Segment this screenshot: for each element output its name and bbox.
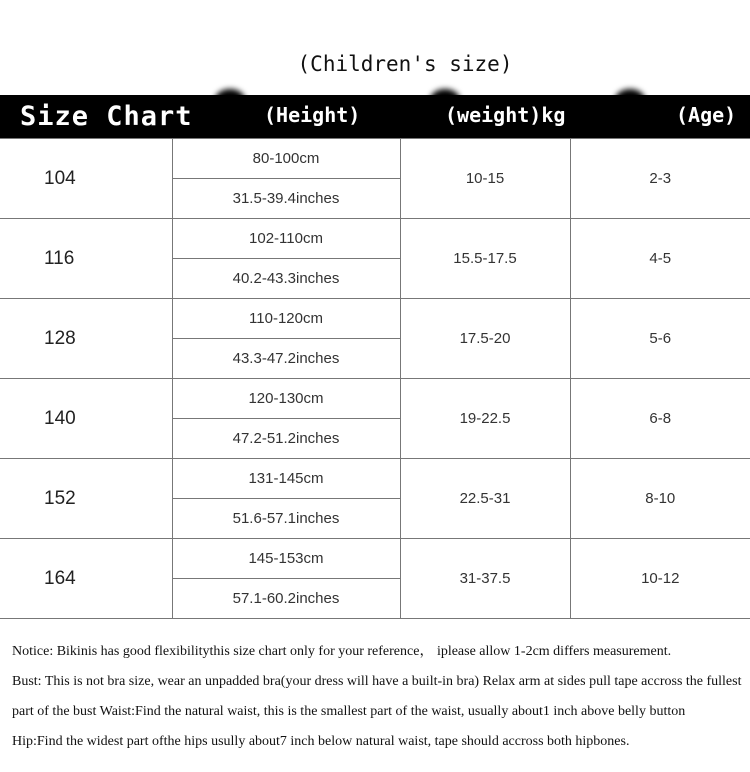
height-inches-cell: 43.3-47.2inches [172,339,400,379]
smudge-mark [615,89,645,111]
height-inches-cell: 31.5-39.4inches [172,179,400,219]
height-cm-cell: 102-110cm [172,219,400,259]
table-row [0,379,750,419]
table-row [0,539,750,579]
height-cm-cell: 110-120cm [172,299,400,339]
bust-note-text: Bust: This is not bra size, wear an unpadded bra(your dress will have a built-in bra) Relax arm at sides pull tape accross the fullest [12,674,742,689]
height-inches-cell: 51.6-57.1inches [172,499,400,539]
age-cell: 6-8 [570,379,750,459]
height-cm-cell: 131-145cm [172,459,400,499]
weight-cell: 31-37.5 [400,539,570,619]
age-cell: 2-3 [570,139,750,219]
size-chart-table [0,138,750,619]
smudge-mark [215,89,245,111]
size-chart-title: Size Chart [20,101,193,132]
height-cm-cell: 120-130cm [172,379,400,419]
chart-subtitle: (Children's size) [297,52,513,76]
weight-cell: 22.5-31 [400,459,570,539]
table-row [0,459,750,499]
size-cell: 152 [0,459,172,539]
waist-note-text: part of the bust Waist:Find the natural waist, this is the smallest part of the waist, usually about1 inch above belly button [12,704,686,719]
weight-cell: 19-22.5 [400,379,570,459]
table-row [0,219,750,259]
age-cell: 4-5 [570,219,750,299]
table-row [0,139,750,179]
weight-cell: 17.5-20 [400,299,570,379]
notice-text: Notice: Bikinis has good flexibilitythis size chart only for your reference， iplease allow 1-2cm differs measurement. [12,644,672,659]
height-cm-cell: 145-153cm [172,539,400,579]
height-column-header: (Height) [264,103,361,127]
size-cell: 140 [0,379,172,459]
weight-cell: 15.5-17.5 [400,219,570,299]
height-cm-cell: 80-100cm [172,139,400,179]
age-cell: 8-10 [570,459,750,539]
size-cell: 164 [0,539,172,619]
height-inches-cell: 57.1-60.2inches [172,579,400,619]
age-cell: 10-12 [570,539,750,619]
table-row [0,299,750,339]
size-cell: 104 [0,139,172,219]
age-cell: 5-6 [570,299,750,379]
hip-note-text: Hip:Find the widest part ofthe hips usully about7 inch below natural waist, tape should accross both hipbones. [12,734,630,749]
size-cell: 128 [0,299,172,379]
size-chart-header [0,95,750,138]
size-cell: 116 [0,219,172,299]
height-inches-cell: 40.2-43.3inches [172,259,400,299]
weight-cell: 10-15 [400,139,570,219]
weight-column-header: (weight)kg [445,103,566,127]
age-column-header: (Age) [676,103,737,127]
height-inches-cell: 47.2-51.2inches [172,419,400,459]
measurement-notes [12,640,750,750]
